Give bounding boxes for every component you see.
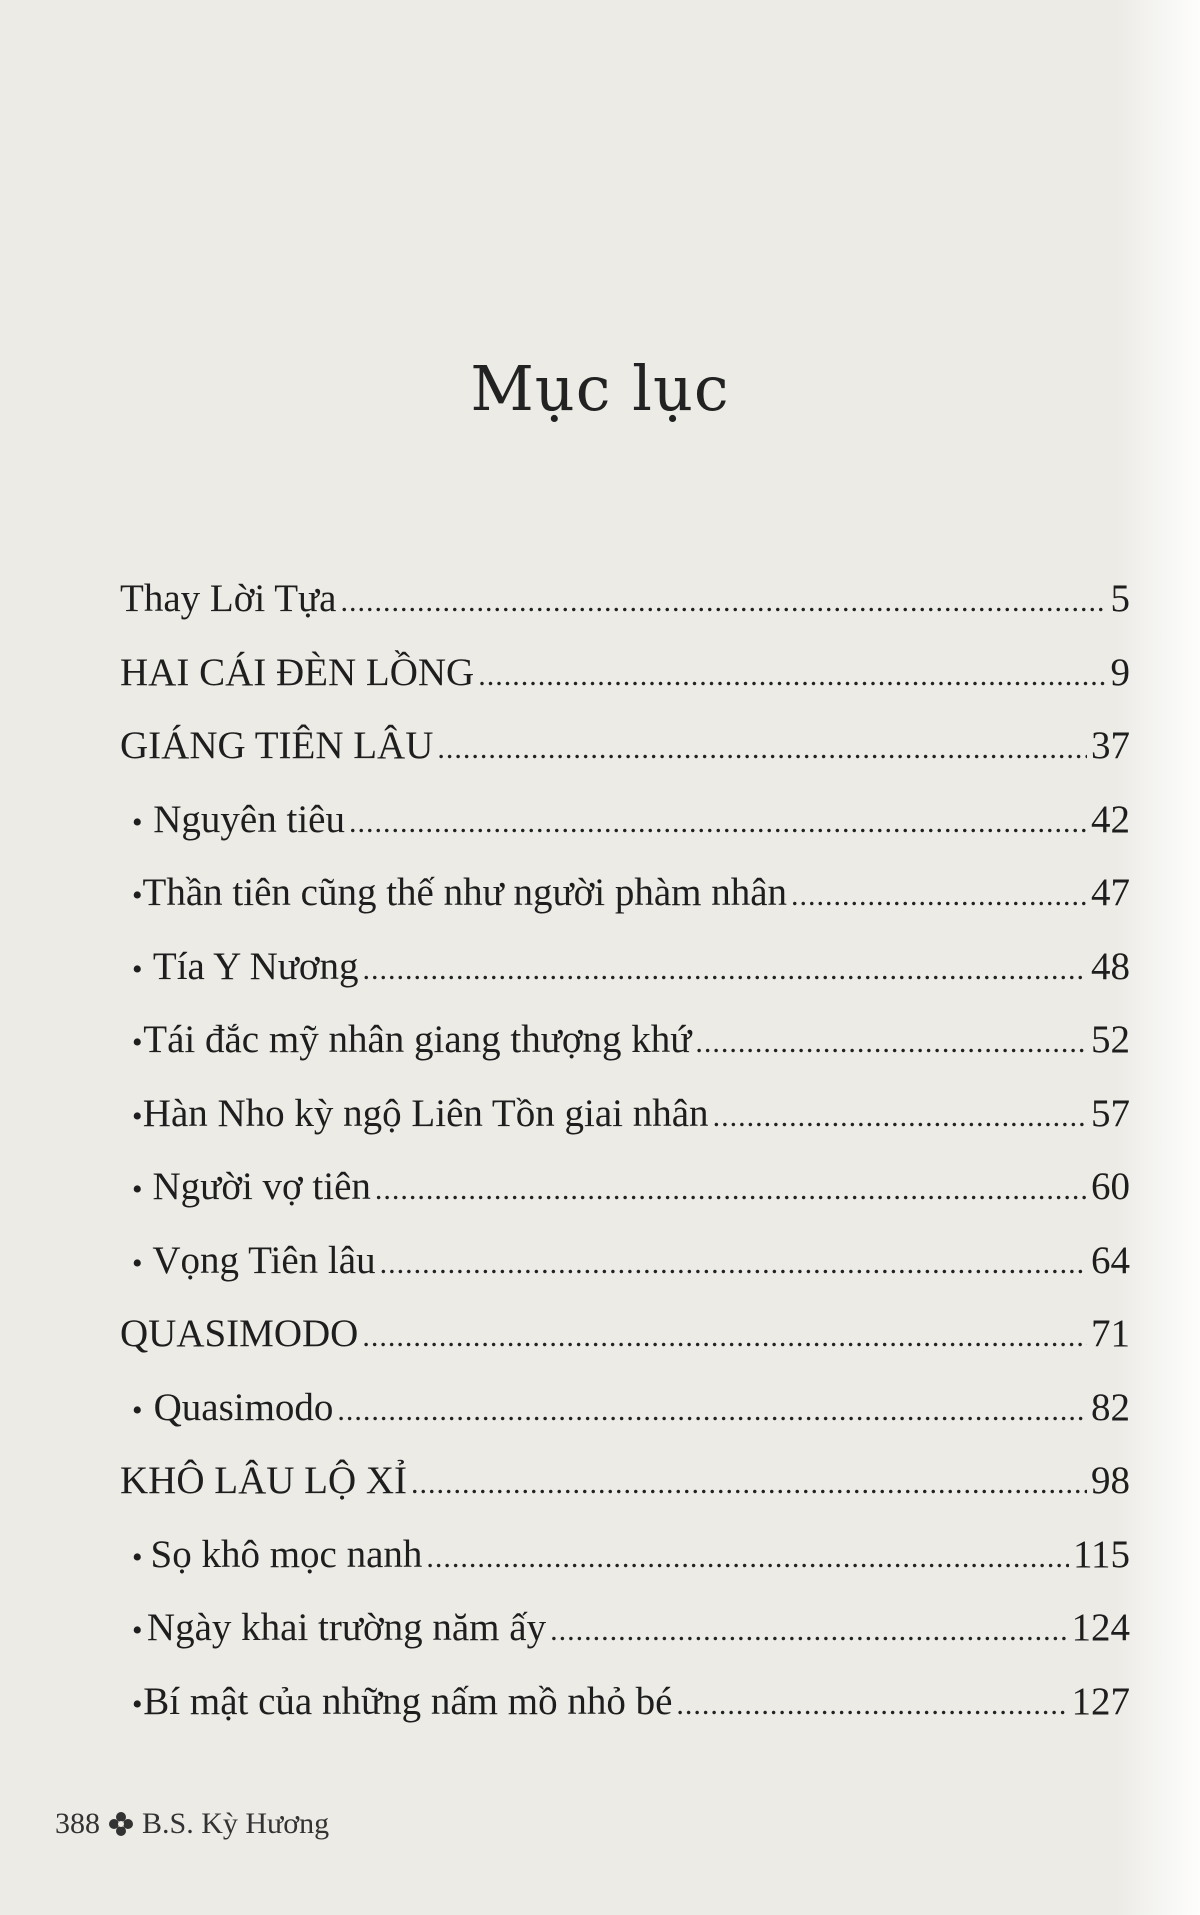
toc-entry-page: 48 — [1091, 944, 1130, 988]
toc-entry-page: 37 — [1091, 724, 1130, 767]
toc-entry — [120, 1458, 1130, 1532]
flower-icon — [108, 1811, 134, 1837]
toc-entry — [120, 576, 1130, 650]
dot-leader — [791, 879, 1087, 913]
toc-entry-label: Tía Y Nương — [152, 944, 359, 988]
toc-entry-page: 64 — [1091, 1238, 1130, 1282]
dot-leader — [550, 1614, 1067, 1648]
toc-entry — [120, 1311, 1130, 1385]
dot-leader — [478, 659, 1106, 693]
dot-leader — [676, 1688, 1067, 1722]
toc-entry-label: Nguyên tiêu — [153, 797, 345, 841]
toc-entry-label: Vọng Tiên lâu — [152, 1238, 376, 1282]
toc-entry-page: 60 — [1091, 1165, 1130, 1208]
dot-leader — [375, 1173, 1087, 1207]
dot-leader — [713, 1100, 1087, 1134]
dot-leader — [337, 1394, 1087, 1428]
bullet-icon: • — [132, 1026, 143, 1059]
toc-entry — [120, 1091, 1130, 1165]
toc-entry-page: 98 — [1091, 1459, 1130, 1502]
toc-entry-label: Bí mật của những nấm mồ nhỏ bé — [143, 1679, 673, 1723]
bullet-icon: • — [132, 952, 143, 986]
bullet-icon: • — [132, 1540, 143, 1574]
toc-entry-label: KHÔ LÂU LỘ XỈ — [120, 1459, 408, 1502]
toc-entry-label: Quasimodo — [153, 1385, 334, 1429]
dot-leader — [380, 1247, 1087, 1281]
toc-entry — [120, 1238, 1130, 1312]
bullet-icon: • — [132, 1393, 143, 1427]
toc-entry — [120, 723, 1130, 797]
toc-entry — [120, 797, 1130, 871]
toc-entry-page: 124 — [1071, 1606, 1130, 1649]
toc-entry-page: 82 — [1091, 1385, 1130, 1429]
toc-entry-page: 127 — [1071, 1679, 1130, 1723]
dot-leader — [363, 953, 1087, 987]
toc-entry-label: Hàn Nho kỳ ngộ Liên Tồn giai nhân — [142, 1091, 709, 1135]
toc-entry-page: 57 — [1091, 1091, 1130, 1135]
toc-entry-label: Thay Lời Tựa — [120, 577, 337, 620]
bullet-icon: • — [132, 1173, 143, 1206]
toc-entry — [120, 870, 1130, 944]
bullet-icon: • — [132, 1687, 143, 1721]
toc-entry-page: 71 — [1091, 1312, 1130, 1355]
bullet-icon: • — [132, 1099, 143, 1133]
toc-entry-label: Thần tiên cũng thế như người phàm nhân — [142, 871, 788, 914]
dot-leader — [340, 585, 1106, 619]
toc-entry-label: Người vợ tiên — [152, 1165, 371, 1208]
bullet-icon: • — [132, 805, 143, 839]
toc-entry-page: 47 — [1091, 871, 1130, 914]
dot-leader — [362, 1320, 1087, 1354]
toc-entry-label: QUASIMODO — [120, 1312, 359, 1355]
dot-leader — [349, 806, 1087, 840]
toc-entry — [120, 1679, 1130, 1753]
bullet-icon: • — [132, 879, 143, 912]
page-footer — [55, 1807, 329, 1841]
page-title: Mục lục — [470, 352, 730, 425]
table-of-contents — [120, 576, 1130, 1752]
toc-entry — [120, 1532, 1130, 1606]
toc-entry-page: 5 — [1110, 577, 1130, 620]
toc-entry — [120, 1385, 1130, 1459]
toc-entry-page: 42 — [1091, 797, 1130, 841]
toc-entry-page: 9 — [1110, 650, 1130, 694]
toc-entry — [120, 1164, 1130, 1238]
toc-entry-label: Ngày khai trường năm ấy — [146, 1606, 547, 1649]
toc-entry-label: HAI CÁI ĐÈN LỒNG — [120, 650, 475, 694]
author-name: B.S. Kỳ Hương — [142, 1807, 330, 1840]
dot-leader — [411, 1467, 1087, 1501]
dot-leader — [426, 1541, 1069, 1575]
toc-entry-label: GIÁNG TIÊN LÂU — [120, 724, 434, 767]
bullet-icon: • — [132, 1614, 143, 1647]
toc-entry-label: Sọ khô mọc nanh — [150, 1532, 423, 1576]
dot-leader — [695, 1026, 1087, 1060]
toc-entry-page: 115 — [1072, 1532, 1130, 1576]
toc-entry-label: Tái đắc mỹ nhân giang thượng khứ — [143, 1018, 692, 1061]
toc-entry — [120, 650, 1130, 724]
toc-entry-page: 52 — [1091, 1018, 1130, 1061]
toc-entry — [120, 1017, 1130, 1091]
page-number: 388 — [55, 1807, 100, 1840]
dot-leader — [437, 732, 1087, 766]
bullet-icon: • — [132, 1246, 143, 1280]
toc-entry — [120, 1605, 1130, 1679]
toc-entry — [120, 944, 1130, 1018]
